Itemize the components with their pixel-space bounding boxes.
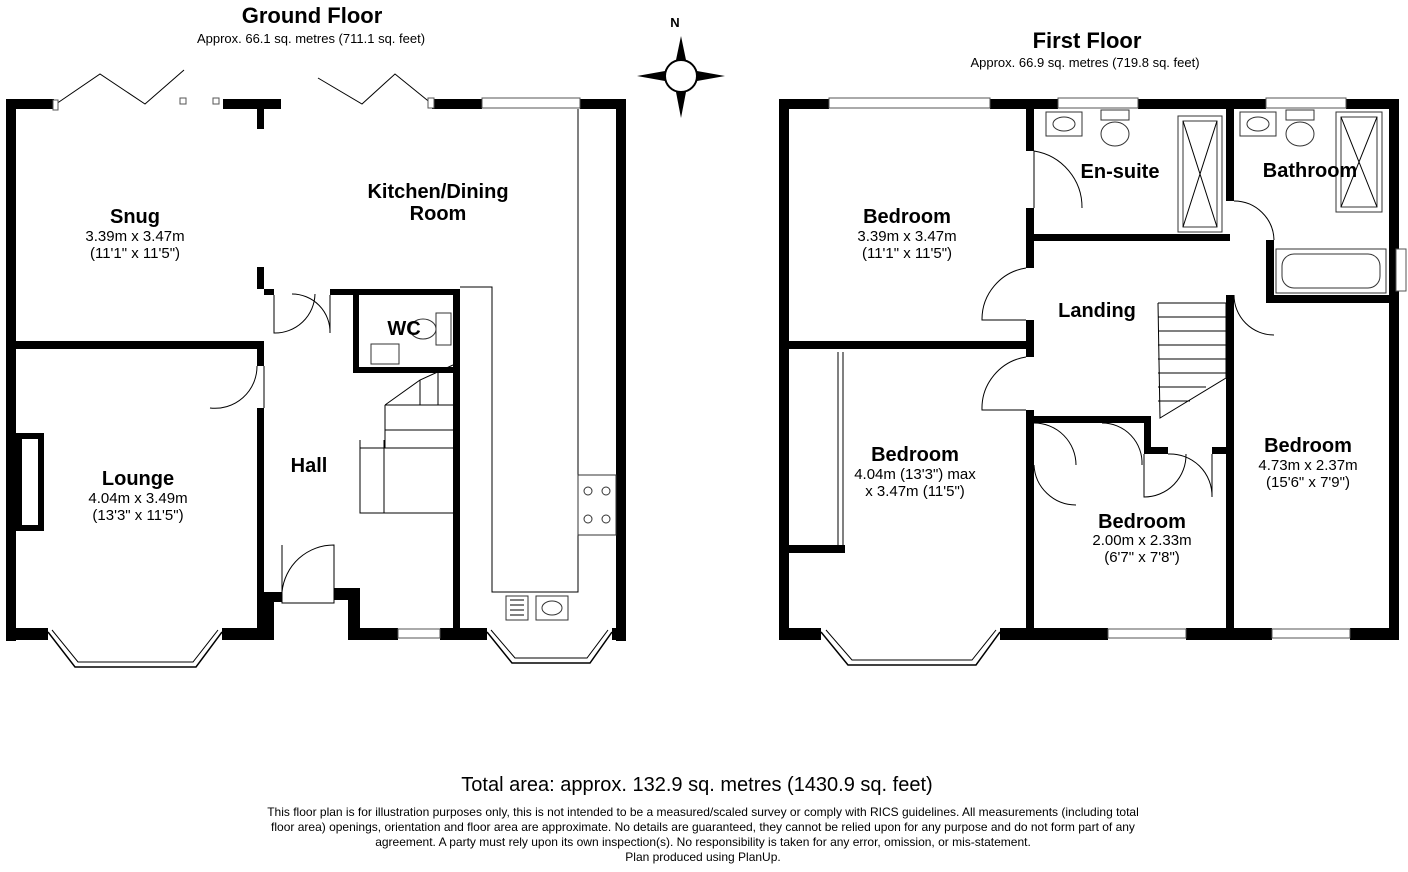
room-dim-snug-imperial: (11'1" x 11'5") — [89, 245, 181, 262]
first-floor-fixtures — [1046, 110, 1386, 418]
footer — [267, 774, 1139, 864]
room-name-snug: Snug — [110, 206, 160, 228]
room-name-bedroom-bay: Bedroom — [871, 444, 959, 466]
room-name-kitchen-2: Room — [409, 203, 467, 225]
room-name-bedroom-right: Bedroom — [1264, 435, 1352, 457]
room-name-landing: Landing — [1058, 300, 1136, 322]
room-dim-bedroom-front-left-imperial: (11'1" x 11'5") — [861, 245, 953, 262]
ground-floor-walls — [6, 99, 626, 641]
room-dim-bedroom-right-imperial: (15'6" x 7'9") — [1266, 474, 1350, 491]
first-floor-area: Approx. 66.9 sq. metres (719.8 sq. feet) — [970, 55, 1200, 70]
room-dim-lounge: 4.04m x 3.49m — [88, 490, 188, 507]
room-dim-bedroom-front-left: 3.39m x 3.47m — [857, 228, 957, 245]
room-dim-bedroom-bay-2: x 3.47m (11'5") — [865, 483, 965, 500]
room-name-hall: Hall — [290, 455, 328, 477]
disclaimer-line-1: This floor plan is for illustration purposes only, this is not intended to be a measured/scaled survey or comply with RICS guidelines. All measurements (including total — [267, 805, 1139, 819]
ground-floor-doors — [210, 294, 334, 603]
disclaimer-line-2: floor area) openings, orientation and floor area are approximate. No details are guaranteed, they cannot be relied upon for any purpose and do not form part of any — [271, 820, 1135, 834]
ground-floor-labels — [85, 3, 508, 524]
compass-north-label: N — [670, 15, 680, 30]
compass-icon — [637, 36, 725, 118]
ground-floor-title: Ground Floor — [241, 3, 383, 28]
room-dim-bedroom-small-imperial: (6'7" x 7'8") — [1104, 549, 1180, 566]
ground-floor-windows — [48, 70, 612, 667]
disclaimer-line-3: agreement. A party must rely upon its own inspection(s). No responsibility is taken for any error, omission, or mis-statement. — [375, 835, 1031, 849]
room-name-bedroom-small: Bedroom — [1098, 511, 1186, 533]
room-name-bedroom-front-left: Bedroom — [863, 206, 951, 228]
room-dim-bedroom-small: 2.00m x 2.33m — [1092, 532, 1192, 549]
room-name-kitchen: Kitchen/Dining — [367, 181, 509, 203]
first-floor-title: First Floor — [1032, 28, 1142, 53]
room-name-lounge: Lounge — [101, 468, 175, 490]
disclaimer-line-4: Plan produced using PlanUp. — [625, 850, 781, 864]
room-name-bathroom: Bathroom — [1262, 160, 1358, 182]
room-dim-lounge-imperial: (13'3" x 11'5") — [92, 507, 184, 524]
room-dim-snug: 3.39m x 3.47m — [85, 228, 185, 245]
first-floor-windows — [821, 98, 1406, 665]
total-area: Total area: approx. 132.9 sq. metres (1430.9 sq. feet) — [461, 774, 933, 796]
room-dim-bedroom-right: 4.73m x 2.37m — [1258, 457, 1358, 474]
room-name-wc: WC — [387, 318, 421, 340]
room-dim-bedroom-bay: 4.04m (13'3") max — [854, 466, 976, 483]
ground-floor-area: Approx. 66.1 sq. metres (711.1 sq. feet) — [196, 31, 426, 46]
room-name-ensuite: En-suite — [1080, 161, 1160, 183]
